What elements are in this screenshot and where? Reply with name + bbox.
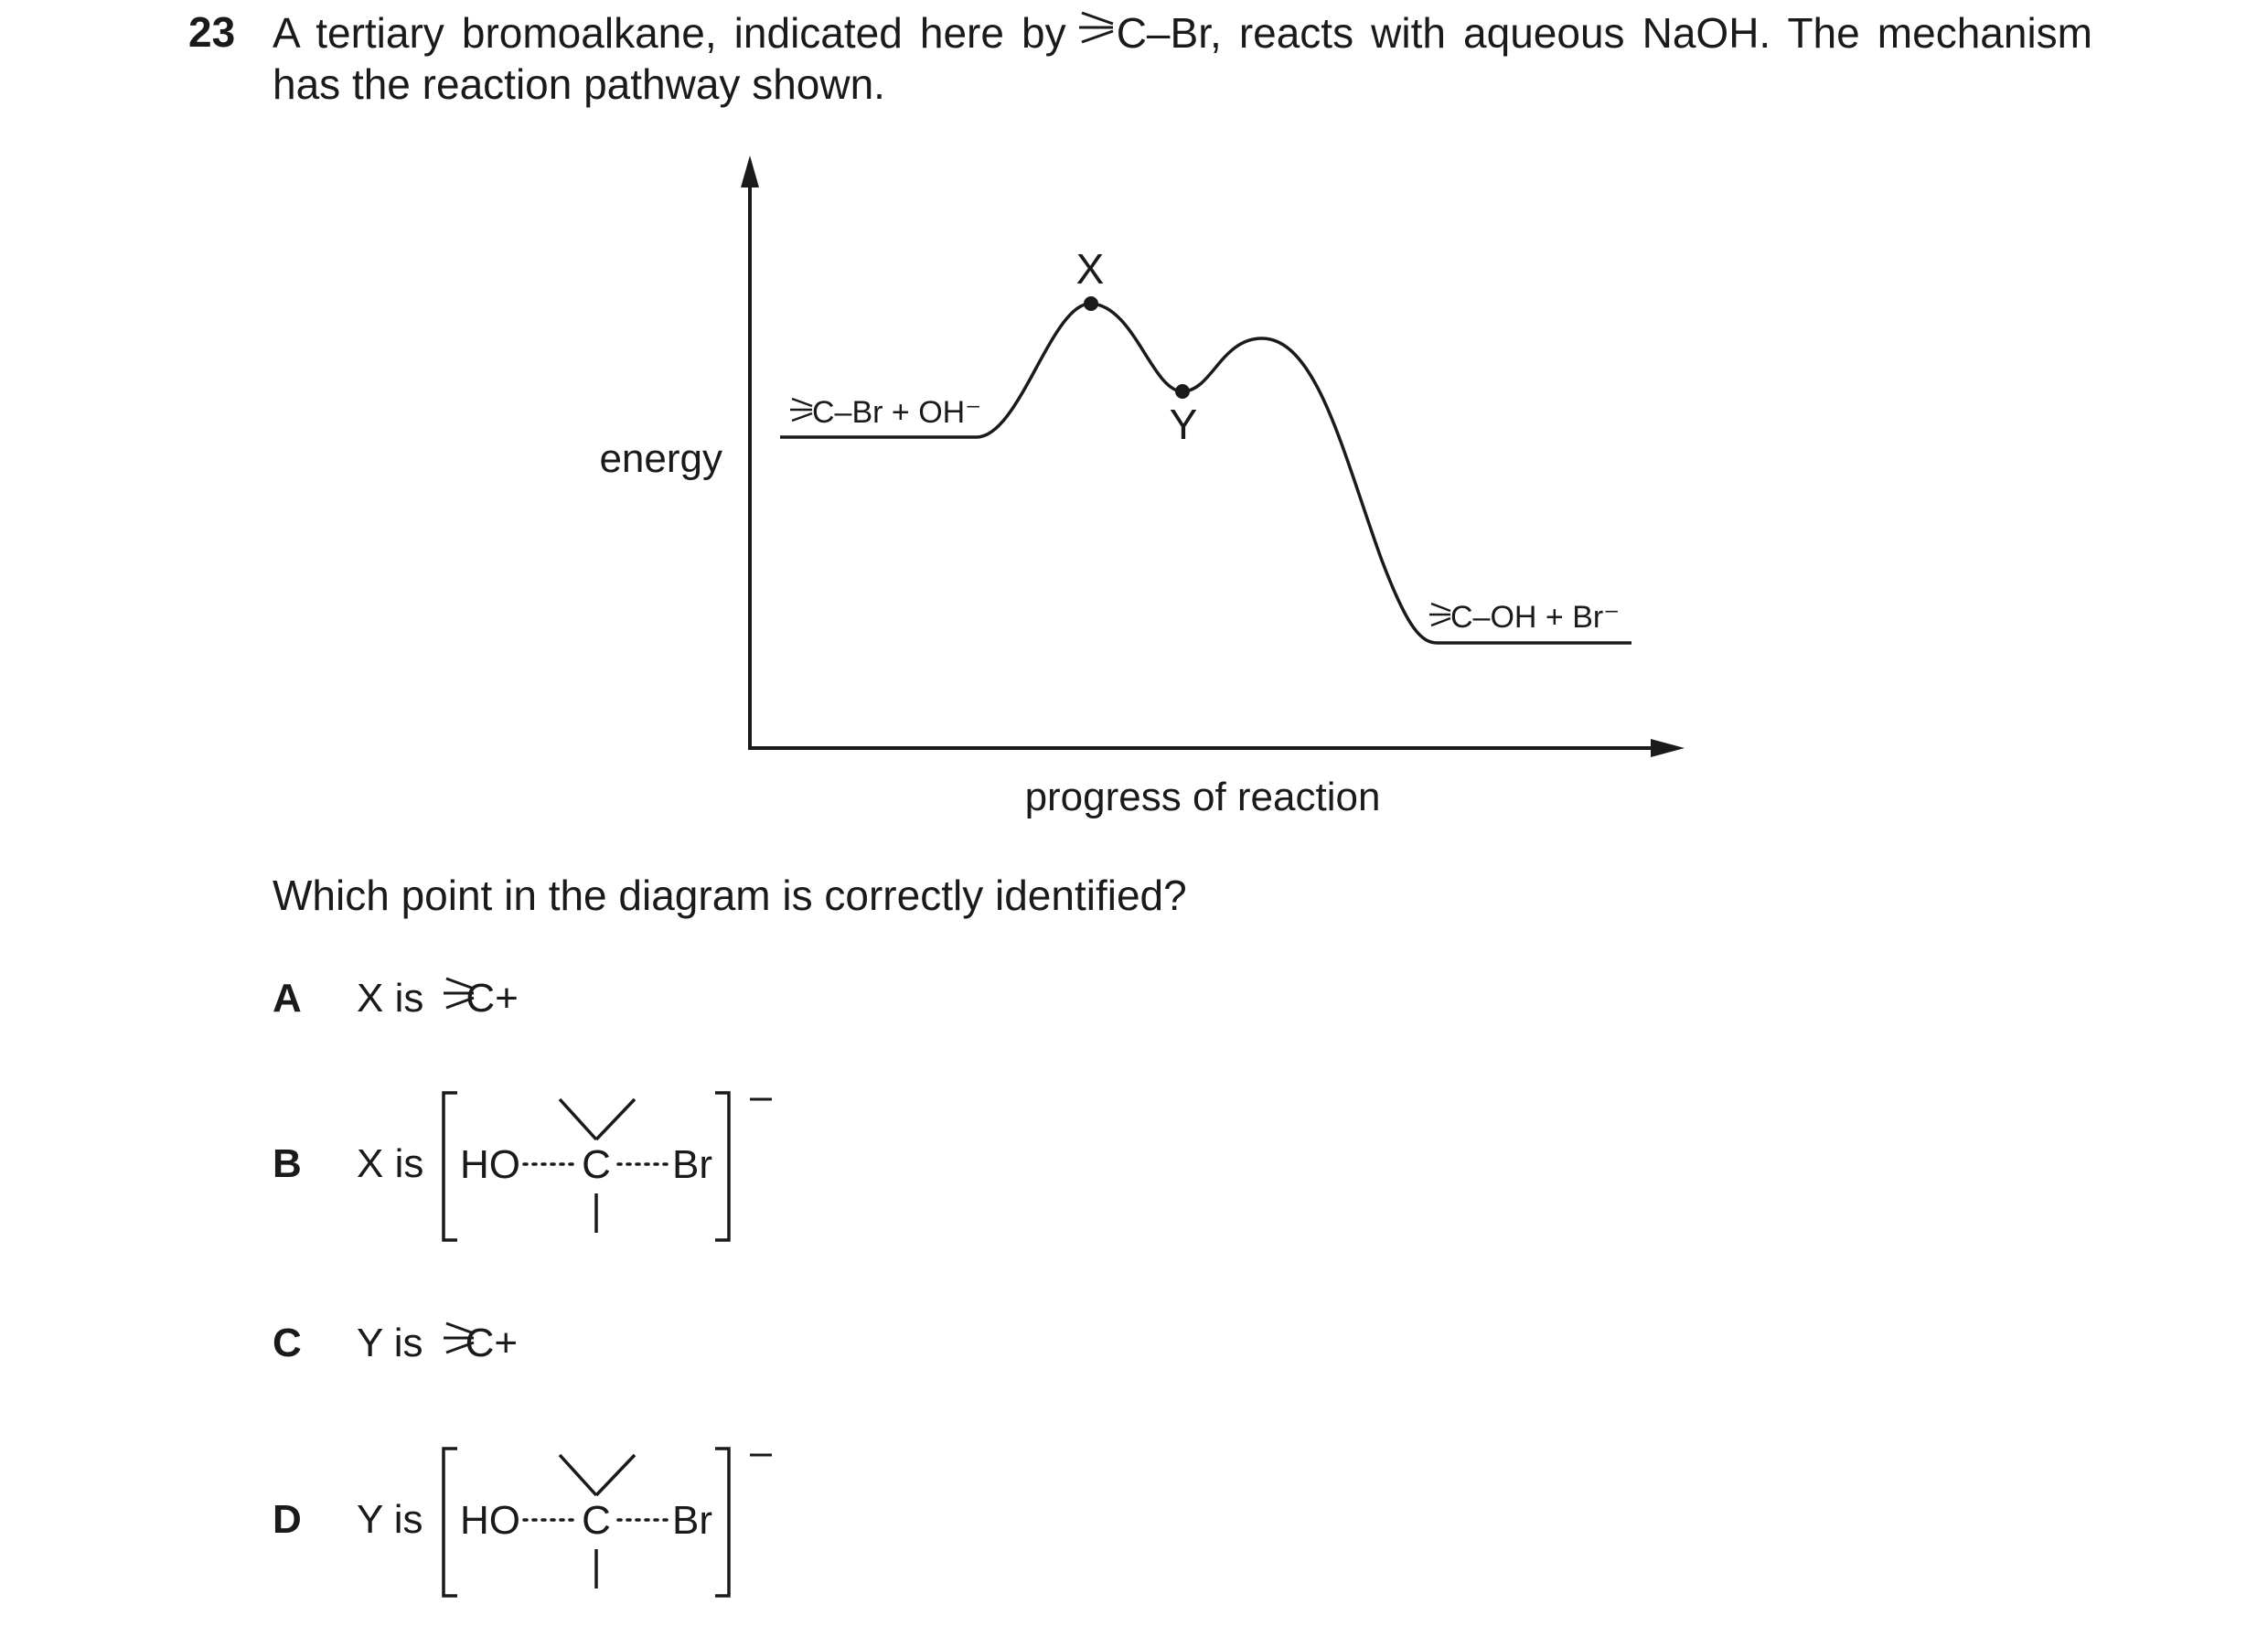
option-b-carbon: C: [582, 1142, 611, 1187]
option-c-letter[interactable]: C: [273, 1321, 302, 1365]
x-axis-arrow: [1651, 739, 1685, 757]
reactants-label: C–Br + OH⁻: [812, 395, 982, 430]
reaction-pathway: [780, 304, 1631, 643]
reactants-tertiary-symbol: [790, 399, 812, 421]
question-number: 23: [188, 8, 236, 56]
products-tertiary-symbol: [1429, 604, 1450, 626]
stem-line-1: A tertiary bromoalkane, indicated here by C–Br, reacts with aqueous NaOH. The mechanism: [273, 9, 2092, 57]
point-y-marker: [1175, 384, 1190, 399]
point-x-label: X: [1075, 245, 1105, 293]
option-a-text[interactable]: X is C+: [357, 976, 519, 1021]
option-b-ho: HO: [460, 1142, 520, 1187]
option-d-letter[interactable]: D: [273, 1497, 302, 1542]
stem-tertiary-symbol: [1079, 13, 1113, 42]
option-d-br: Br: [672, 1498, 712, 1543]
option-b-charge: [748, 1075, 768, 1117]
option-d-carbon: C: [582, 1498, 611, 1543]
option-a-species: C+: [465, 976, 519, 1021]
stem-line-2: has the reaction pathway shown.: [273, 60, 885, 108]
option-d-ho: HO: [460, 1498, 520, 1543]
y-axis-arrow: [741, 155, 759, 187]
point-y-label: Y: [1169, 401, 1198, 448]
question-prompt: Which point in the diagram is correctly identified?: [273, 872, 1187, 919]
option-b-br: Br: [672, 1142, 712, 1187]
y-axis-label: energy: [599, 436, 722, 481]
products-label: C–OH + Br⁻: [1450, 600, 1621, 635]
option-b-letter[interactable]: B: [273, 1141, 302, 1186]
option-a-letter[interactable]: A: [273, 976, 302, 1021]
option-b-text[interactable]: X is: [357, 1141, 424, 1186]
point-x-marker: [1084, 296, 1098, 311]
option-d-text[interactable]: Y is: [357, 1497, 423, 1542]
option-d-charge: [748, 1431, 768, 1472]
option-c-species: C+: [465, 1321, 519, 1365]
x-axis-label: progress of reaction: [1024, 775, 1381, 819]
option-c-text[interactable]: Y is C+: [357, 1321, 519, 1365]
stem-formula: C–Br: [1116, 9, 1210, 57]
axes: [741, 155, 1685, 757]
